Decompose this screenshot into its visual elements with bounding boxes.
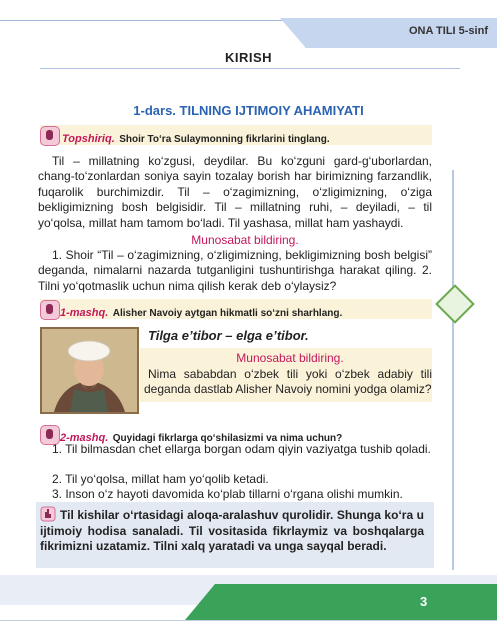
note-text xyxy=(40,506,424,555)
task-icon xyxy=(40,126,60,146)
statement-item: 3. Inson o‘z hayoti davomida ko‘plab tillarni o‘rgana olishi mumkin. xyxy=(52,487,403,501)
note-body: Til kishilar o‘rtasidagi aloqa-aralashuv qurolidir. Shunga ko‘ra u ijtimoiy hodisa sanaladi. Til vositasida fikrlaymiz va boshqalarga fikrimizni uzatamiz. Tilni xalq yaratadi va unga sayqal beradi. xyxy=(40,508,424,553)
section-title: KIRISH xyxy=(224,50,273,65)
munosabat-heading: Munosabat bildiring. xyxy=(191,233,299,247)
question-text-2: Nima sababdan o‘zbek tili yoki o‘zbek adabiy tili deganda dastlab Alisher Navoiy nomini yodga olamiz? xyxy=(144,367,432,397)
page-number: 3 xyxy=(420,594,428,609)
statement-item: 1. Til bilmasdan chet ellarga borgan odam qiyin vaziyatga tushib qoladi. xyxy=(52,442,431,456)
section-rule xyxy=(40,68,460,69)
exercise-icon xyxy=(40,300,60,320)
footer-green-bar xyxy=(215,584,497,620)
footer-rule xyxy=(0,620,497,621)
paragraph-text: Til – millatning ko‘zgusi, deydilar. Bu ko‘zguni gard-g‘uborlardan, chang-to‘zonlardan soniya sayin tozalay borish har birimizning farzandlik, fuqarolik burchimizdir. Til – o‘zagimizning, o‘zligimizning, o‘ziga bekligimizning bosh belgisidir. Til – millatning ruhi, – deyiladi, – til yo‘qolsa, millat ham tamom bo‘ladi. Til yashasa, millat ham yashaydi. xyxy=(38,154,432,230)
header-tab-corner xyxy=(280,18,306,48)
footer-green-corner xyxy=(185,584,215,620)
exercise-label: 1-mashq. xyxy=(60,307,109,319)
exercise-text-2: Quyidagi fikrlarga qo‘shilasizmi va nima uchun? xyxy=(112,433,343,444)
ornament-icon xyxy=(435,284,475,324)
book-label: ONA TILI 5-sinf xyxy=(408,25,488,37)
navoiy-quote: Tilga e’tibor – elga e’tibor. xyxy=(148,328,309,343)
task-text: Shoir To‘ra Sulaymonning fikrlarini tinglang. xyxy=(119,134,330,145)
question-text: 1. Shoir “Til – o‘zagimizning, o‘zligimizning, bekligimizning bosh belgisi” deganda, nimalarni nazarda tutganligini tushuntirishga harakat qiling. 2. Tilni yo‘qotmaslik uchun nima qilish kerak deb o‘ylaysiz? xyxy=(38,248,432,293)
exercise-heading xyxy=(60,303,342,321)
portrait-illustration xyxy=(42,329,137,412)
task-label: Topshiriq. xyxy=(62,133,115,145)
exercise-text: Alisher Navoiy aytgan hikmatli so‘zni sharhlang. xyxy=(112,308,343,319)
navoiy-portrait xyxy=(40,327,139,414)
statement-item: 2. Til yo‘qolsa, millat ham yo‘qolib ketadi. xyxy=(52,472,269,486)
header-rule xyxy=(0,20,300,21)
hand-pointer-icon xyxy=(40,506,56,522)
munosabat-heading-2: Munosabat bildiring. xyxy=(236,351,344,365)
task-heading xyxy=(62,129,330,147)
exercise-label-2: 2-mashq. xyxy=(60,432,109,444)
lesson-title: 1-dars. TILNING IJTIMOIY AHAMIYATI xyxy=(133,103,364,118)
side-decoration-line xyxy=(452,170,454,570)
